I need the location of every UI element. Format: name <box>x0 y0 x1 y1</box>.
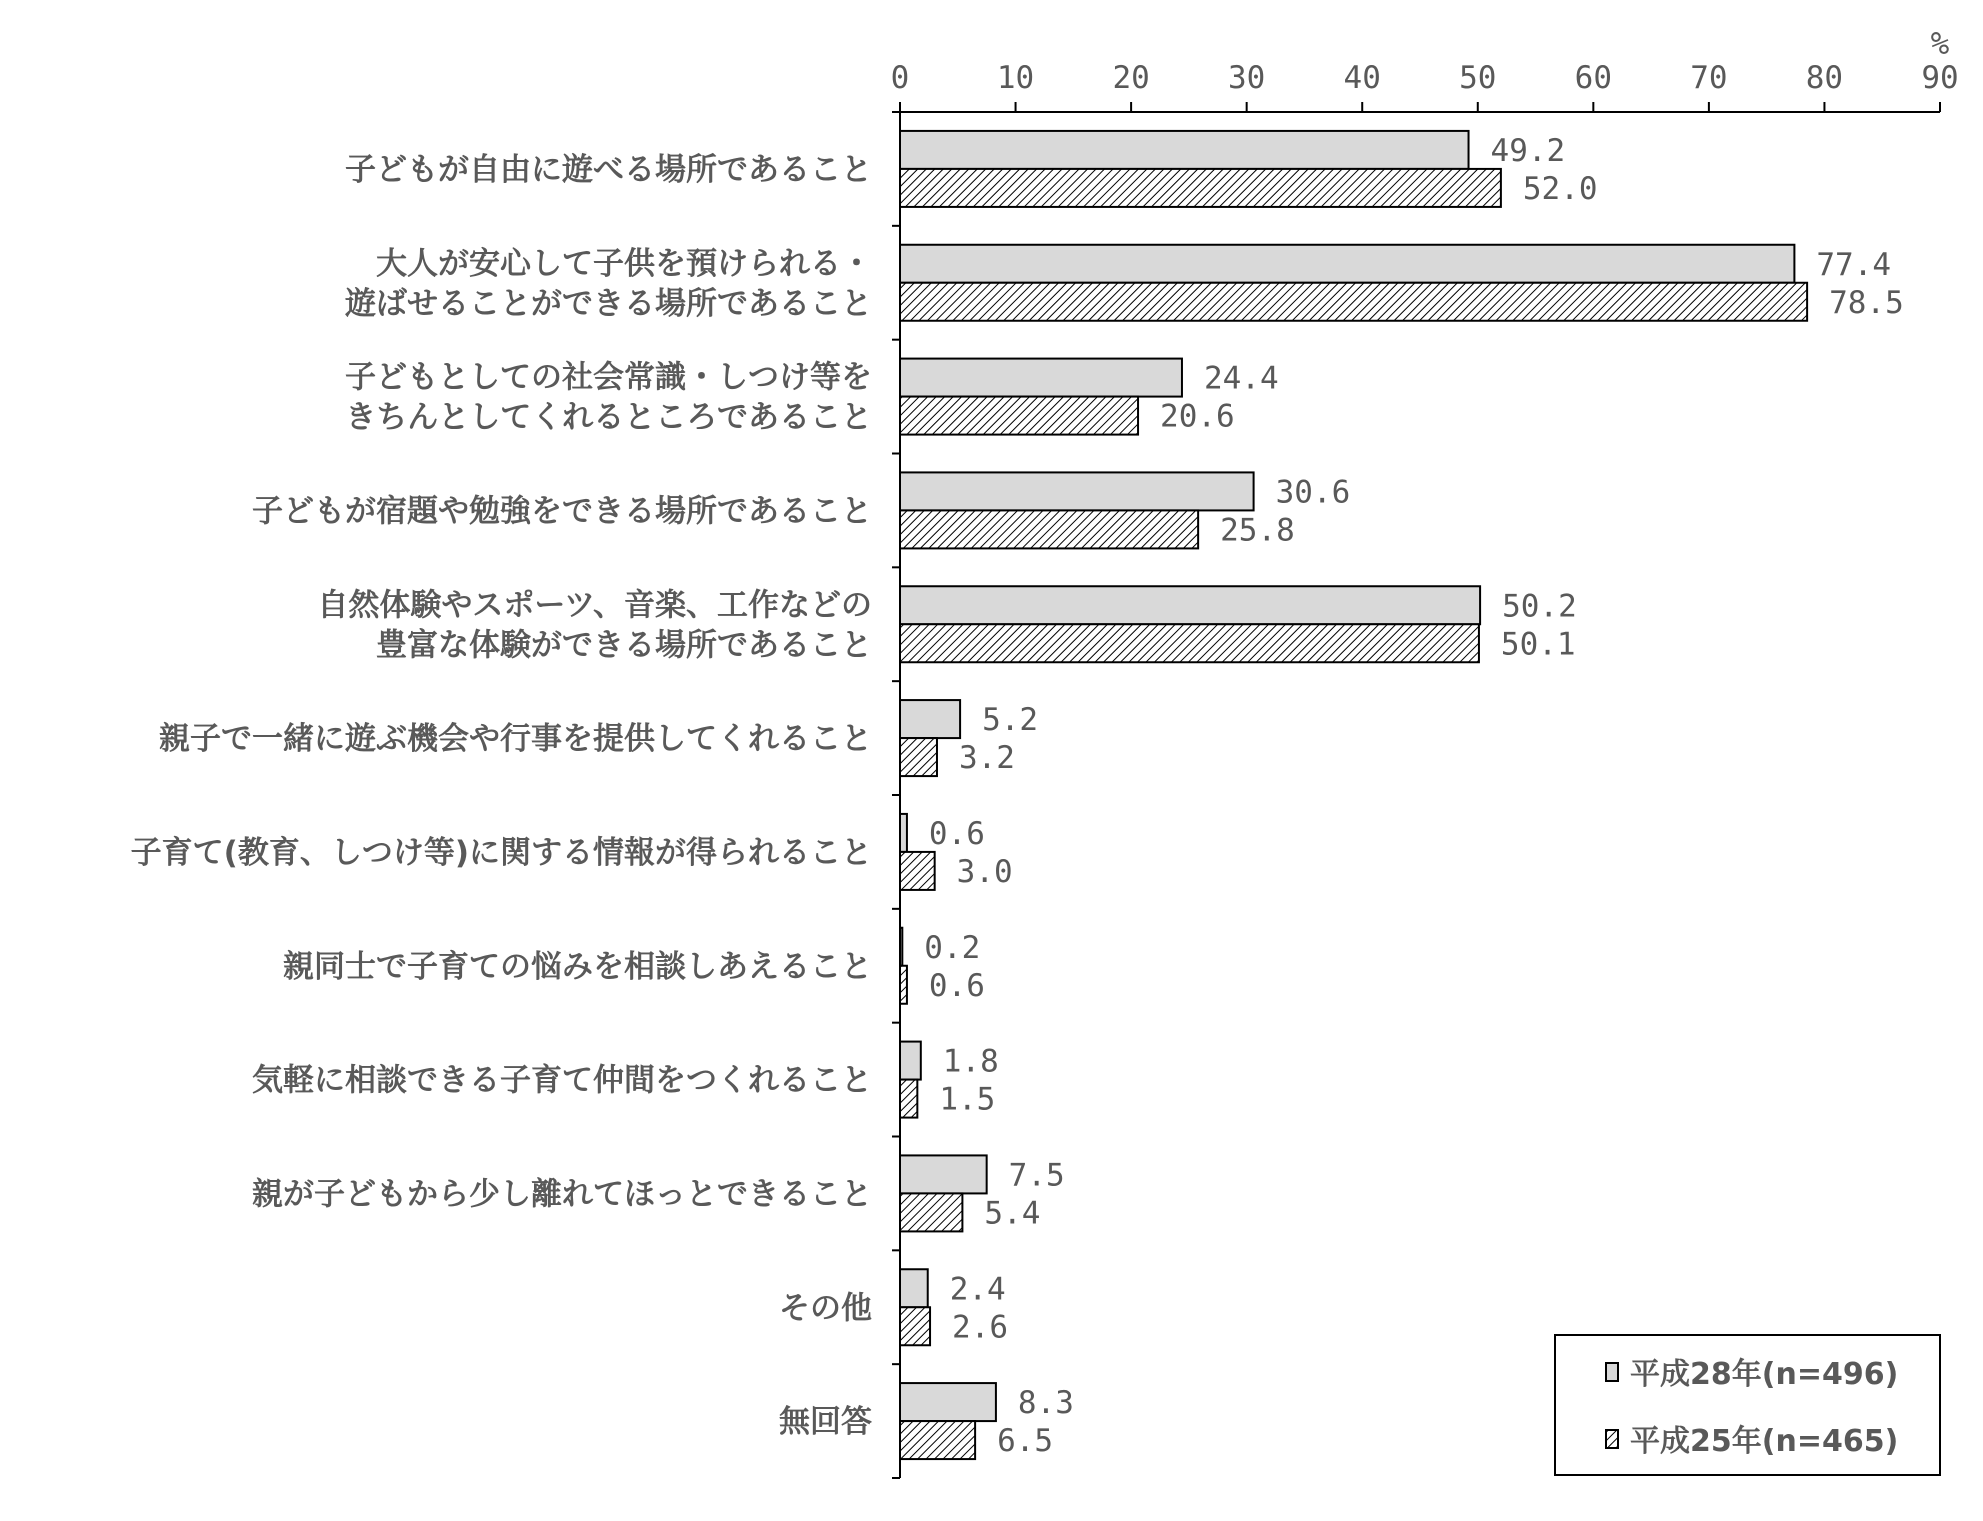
legend-swatch-h28 <box>1606 1363 1618 1381</box>
x-tick-label: 10 <box>996 60 1035 96</box>
value-label-h28: 1.8 <box>942 1043 999 1080</box>
category-label: 親が子どもから少し離れてほっとできること <box>252 1176 872 1213</box>
value-label-h25: 25.8 <box>1220 512 1295 549</box>
x-tick-label: 0 <box>890 60 910 96</box>
value-label-h25: 3.2 <box>958 740 1015 777</box>
category-label: きちんとしてくれるところであること <box>345 399 872 436</box>
value-label-h25: 20.6 <box>1160 398 1235 435</box>
bar-h28 <box>900 814 907 852</box>
value-label-h28: 30.6 <box>1275 474 1351 511</box>
labels <box>131 133 1904 1459</box>
bar-h28 <box>900 359 1182 397</box>
category-label: 子育て(教育、しつけ等)に関する情報が得られること <box>130 834 872 871</box>
bar-h28 <box>900 1383 996 1421</box>
bar-h25 <box>900 1080 917 1118</box>
value-label-h25: 50.1 <box>1500 626 1576 663</box>
legend-label-h25: 平成25年(n=465) <box>1630 1424 1899 1459</box>
category-label: 親子で一緒に遊ぶ機会や行事を提供してくれること <box>159 721 872 758</box>
bar-h25 <box>900 510 1198 548</box>
category-label: 子どもとしての社会常識・しつけ等を <box>345 359 872 396</box>
x-tick-label: 30 <box>1228 60 1266 96</box>
x-tick-label: 60 <box>1574 60 1612 96</box>
value-label-h28: 8.3 <box>1017 1385 1074 1422</box>
category-label: 豊富な体験ができる場所であること <box>376 627 872 664</box>
bar-h28 <box>900 700 960 738</box>
bar-h25 <box>900 852 935 890</box>
x-tick-label: 20 <box>1112 60 1150 96</box>
value-label-h28: 5.2 <box>982 702 1039 739</box>
bar-h28 <box>900 131 1469 169</box>
legend-swatch-h25 <box>1606 1430 1618 1448</box>
bar-h25 <box>900 283 1807 321</box>
category-label: 大人が安心して子供を預けられる・ <box>376 245 872 282</box>
bars <box>900 131 1807 1459</box>
value-label-h25: 5.4 <box>984 1195 1041 1232</box>
category-label: その他 <box>779 1290 872 1327</box>
value-label-h28: 77.4 <box>1816 246 1892 283</box>
bar-h25 <box>900 169 1501 207</box>
value-label-h28: 2.4 <box>949 1271 1006 1308</box>
bar-h25 <box>900 624 1479 662</box>
value-label-h28: 0.6 <box>928 815 985 852</box>
category-label: 遊ばせることができる場所であること <box>345 285 872 322</box>
value-label-h28: 50.2 <box>1502 588 1577 625</box>
category-label: 気軽に相談できる子育て仲間をつくれること <box>252 1062 872 1099</box>
legend <box>1555 1335 1940 1475</box>
bar-h25 <box>900 738 937 776</box>
bar-h28 <box>900 472 1254 510</box>
bar-h28 <box>900 1155 987 1193</box>
x-axis-unit: % <box>1930 26 1950 62</box>
value-label-h28: 7.5 <box>1008 1157 1065 1194</box>
bar-h28 <box>900 586 1480 624</box>
bar-h25 <box>900 966 907 1004</box>
bar-h28 <box>900 1269 928 1307</box>
category-label: 親同士で子育ての悩みを相談しあえること <box>283 948 872 985</box>
bar-h28 <box>900 245 1794 283</box>
x-tick-label: 50 <box>1459 60 1497 96</box>
x-tick-label: 70 <box>1690 60 1728 96</box>
bar-h25 <box>900 1307 930 1345</box>
category-label: 子どもが宿題や勉強をできる場所であること <box>252 493 872 530</box>
value-label-h28: 0.2 <box>924 929 981 966</box>
value-label-h25: 78.5 <box>1829 284 1904 321</box>
value-label-h25: 52.0 <box>1522 170 1598 207</box>
bar-h25 <box>900 397 1138 435</box>
bar-h28 <box>900 1042 921 1080</box>
value-label-h25: 2.6 <box>952 1309 1009 1346</box>
value-label-h25: 6.5 <box>997 1423 1054 1460</box>
category-label: 子どもが自由に遊べる場所であること <box>345 151 872 188</box>
x-tick-label: 80 <box>1805 60 1844 96</box>
bar-h28 <box>900 928 902 966</box>
bar-h25 <box>900 1193 962 1231</box>
value-label-h28: 49.2 <box>1490 132 1566 169</box>
bar-h25 <box>900 1421 975 1459</box>
value-label-h25: 1.5 <box>939 1081 996 1118</box>
value-label-h28: 24.4 <box>1203 360 1279 397</box>
value-label-h25: 3.0 <box>956 853 1013 890</box>
x-tick-label: 40 <box>1343 60 1381 96</box>
legend-label-h28: 平成28年(n=496) <box>1630 1357 1899 1392</box>
category-label: 無回答 <box>779 1404 872 1441</box>
value-label-h25: 0.6 <box>928 967 985 1004</box>
x-tick-label: 90 <box>1921 60 1959 96</box>
category-label: 自然体験やスポーツ、音楽、工作などの <box>317 587 872 624</box>
